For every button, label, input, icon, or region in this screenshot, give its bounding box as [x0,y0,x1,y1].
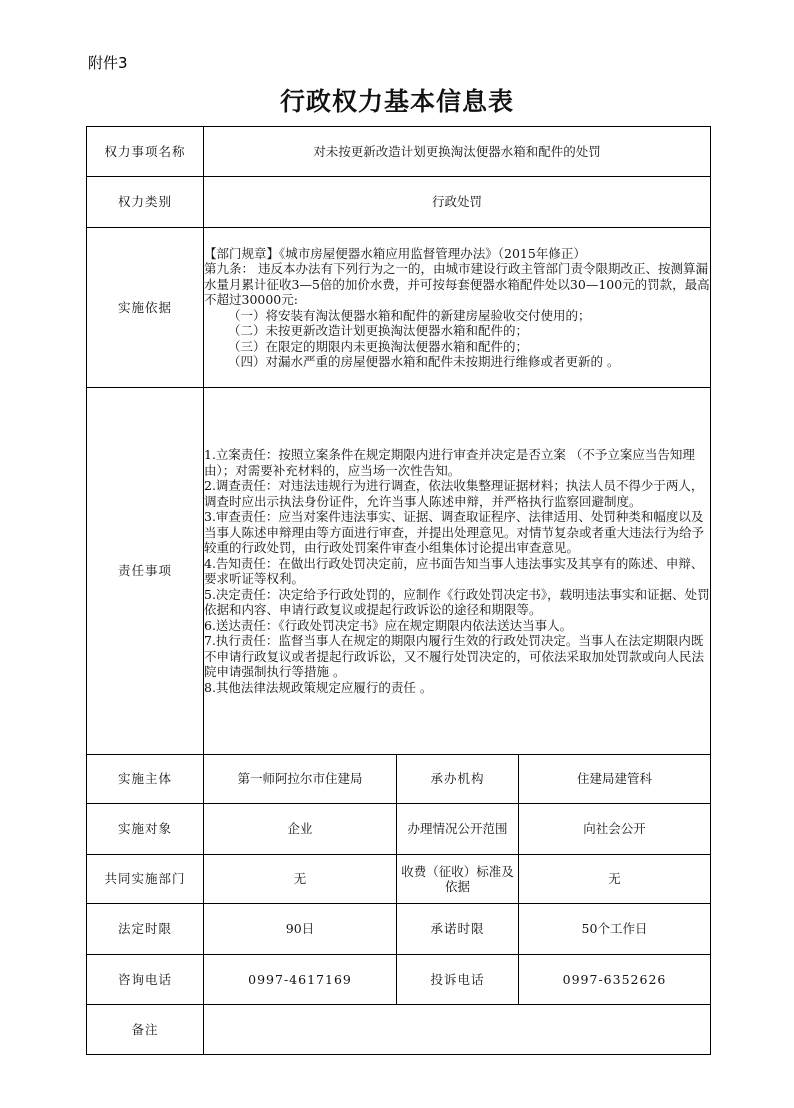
responsibility-line: 7.执行责任：监督当事人在规定的期限内履行生效的行政处罚决定。当事人在法定期限内既不申请行政复议或者提起行政诉讼，又不履行处罚决定的，可依法采取加处罚款或向人民法院申请强制执行等措施 。 [204,633,705,679]
power-name-label: 权力事项名称 [87,127,204,177]
row-target [87,804,711,855]
disclosure-scope-label: 办理情况公开范围 [397,804,519,855]
responsibility-content [204,388,711,755]
handling-agency-value: 住建局建管科 [519,755,711,804]
basis-line: （二）未按更新改造计划更换淘汰便器水箱和配件的； [228,323,529,338]
basis-line: 第九条： 违反本办法有下列行为之一的，由城市建设行政主管部门责令限期改正、按测算漏水量月累计征收3—5倍的加价水费，并可按每套便器水箱配件处以30—100元的罚款，最高不超过30000元: [204,261,710,307]
responsibility-line: 6.送达责任：《行政处罚决定书》应在规定期限内依法送达当事人。 [204,617,573,633]
consult-phone-value: 0997-4617169 [204,955,397,1005]
document-title: 行政权力基本信息表 [279,87,514,116]
legal-limit-value: 90日 [204,904,397,955]
remark-label: 备注 [87,1005,204,1055]
row-power-name [87,127,711,177]
basis-line: （一）将安装有淘汰便器水箱和配件的新建房屋验收交付使用的； [228,307,591,323]
joint-dept-value: 无 [204,855,397,904]
promised-limit-label: 承诺时限 [397,904,519,955]
basis-label: 实施依据 [87,228,204,388]
row-responsibility [87,388,711,755]
attachment-label: 附件3 [88,54,128,72]
row-phone [87,955,711,1005]
handling-agency-label: 承办机构 [397,755,519,804]
complaint-phone-value: 0997-6352626 [519,955,711,1005]
power-type-value: 行政处罚 [204,177,711,228]
target-label: 实施对象 [87,804,204,855]
responsibility-label: 责任事项 [87,388,204,755]
remark-value [204,1005,711,1055]
target-value: 企业 [204,804,397,855]
responsibility-line: 4.告知责任：在做出行政处罚决定前，应书面告知当事人违法事实及其享有的陈述、申辩、要求听证等权利。 [204,555,704,586]
joint-dept-label: 共同实施部门 [87,855,204,904]
consult-phone-label: 咨询电话 [87,955,204,1005]
responsibility-line: 5.决定责任：决定给予行政处罚的，应制作《行政处罚决定书》，载明违法事实和证据、处罚依据和内容、申请行政复议或提起行政诉讼的途径和期限等。 [204,586,710,617]
basis-line: 【部门规章】《城市房屋便器水箱应用监督管理办法》（2015年修正） [204,245,586,261]
basis-content [204,228,711,388]
row-power-type [87,177,711,228]
subject-value: 第一师阿拉尔市住建局 [204,755,397,804]
basis-line: （三）在限定的期限内未更换淘汰便器水箱和配件的； [228,338,529,354]
fee-standard-value: 无 [519,855,711,904]
promised-limit-value: 50个工作日 [519,904,711,955]
responsibility-line: 1.立案责任：按照立案条件在规定期限内进行审查并决定是否立案 （不予立案应当告知理由）；对需要补充材料的，应当场一次性告知。 [204,447,695,478]
subject-label: 实施主体 [87,755,204,804]
legal-limit-label: 法定时限 [87,904,204,955]
responsibility-line: 2.调查责任：对违法违规行为进行调查，依法收集整理证据材料；执法人员不得少于两人，调查时应出示执法身份证件，允许当事人陈述申辩，并严格执行监察回避制度。 [204,478,704,509]
power-type-label: 权力类别 [87,177,204,228]
row-joint [87,855,711,904]
responsibility-line: 3.审查责任：应当对案件违法事实、证据、调查取证程序、法律适用、处罚种类和幅度以及当事人陈述申辩理由等方面进行审查，并提出处理意见。对情节复杂或者重大违法行为给予较重的行政处罚，由行政处罚案件审查小组集体讨论提出审查意见。 [204,509,705,555]
disclosure-scope-value: 向社会公开 [519,804,711,855]
row-subject [87,755,711,804]
responsibility-line: 8.其他法律法规政策规定应履行的责任 。 [204,679,433,695]
power-name-value: 对未按更新改造计划更换淘汰便器水箱和配件的处罚 [204,127,711,177]
fee-standard-label: 收费（征收）标准及依据 [397,855,519,904]
complaint-phone-label: 投诉电话 [397,955,519,1005]
row-basis [87,228,711,388]
basis-line: （四）对漏水严重的房屋便器水箱和配件未按期进行维修或者更新的 。 [228,354,620,369]
row-remark [87,1005,711,1055]
row-time-limit [87,904,711,955]
info-table [86,126,711,1055]
